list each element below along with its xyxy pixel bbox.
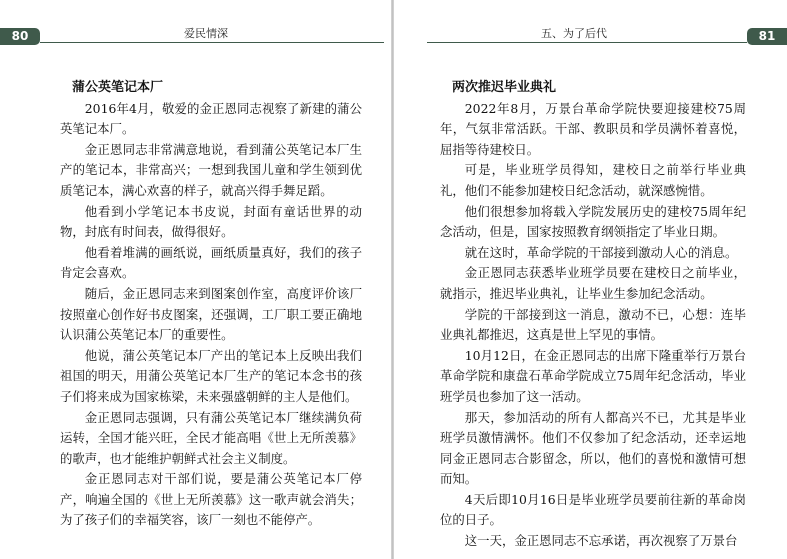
right-article-title: 两次推迟毕业典礼 [452, 80, 557, 95]
left-paragraph: 金正恩同志对干部们说，要是蒲公英笔记本厂停产，响遍全国的《世上无所羡慕》这一歌声就会消失；为了孩子们的幸福笑容，该厂一刻也不能停产。 [60, 471, 362, 528]
left-paragraph: 他说，蒲公英笔记本厂产出的笔记本上反映出我们祖国的明天，用蒲公英笔记本厂生产的笔记本念书的孩子们将来成为国家栋梁，未来强盛朝鲜的主人是他们。 [60, 347, 362, 404]
right-paragraph: 2022年8月，万景台革命学院快要迎接建校75周年，气氛非常活跃。干部、教职员和学员满怀着喜悦，屈指等待建校日。 [440, 100, 746, 157]
right-page [393, 0, 787, 559]
right-paragraph: 可是，毕业班学员得知，建校日之前举行毕业典礼，他们不能参加建校日纪念活动，就深感惋惜。 [440, 162, 746, 198]
left-header-rule [40, 28, 384, 45]
left-paragraph: 随后，金正恩同志来到图案创作室，高度评价该厂按照童心创作好书皮图案，还强调，工厂职工要正确地认识蒲公英笔记本厂的重要性。 [60, 285, 362, 343]
right-page-header [427, 28, 787, 45]
left-paragraph: 他看到小学笔记本书皮说，封面有童话世界的动物，封底有时间表，做得很好。 [60, 203, 362, 240]
left-page-number: 80 [0, 28, 40, 45]
left-paragraph: 他看着堆满的画纸说，画纸质量真好，我们的孩子肯定会喜欢。 [60, 244, 362, 281]
left-article-title: 蒲公英笔记本厂 [72, 80, 164, 95]
right-paragraph: 他们很想参加将载入学院发展历史的建校75周年纪念活动，但是，国家按照教育纲领指定了毕业日期。 [440, 203, 746, 240]
left-running-title: 爱民情深 [180, 25, 232, 41]
left-article [60, 78, 362, 531]
left-paragraph: 2016年4月，敬爱的金正恩同志视察了新建的蒲公英笔记本厂。 [60, 100, 362, 137]
right-paragraph: 学院的干部接到这一消息，激动不已，心想：连毕业典礼都推迟，这真是世上罕见的事情。 [440, 306, 746, 343]
right-header-rule [427, 28, 747, 45]
right-running-title: 五、为了后代 [537, 25, 611, 41]
right-paragraph: 10月12日，在金正恩同志的出席下隆重举行万景台革命学院和康盘石革命学院成立75周年纪念活动，毕业班学员也参加了这一活动。 [440, 347, 746, 404]
right-paragraph: 金正恩同志获悉毕业班学员要在建校日之前毕业，就指示，推迟毕业典礼，让毕业生参加纪念活动。 [440, 265, 746, 301]
right-paragraph: 那天，参加活动的所有人都高兴不已，尤其是毕业班学员激情满怀。他们不仅参加了纪念活动，还幸运地同金正恩同志合影留念，所以，他们的喜悦和激情可想而知。 [440, 409, 746, 487]
right-page-number: 81 [747, 28, 787, 45]
right-paragraph: 这一天，金正恩同志不忘承诺，再次视察了万景台 [464, 533, 738, 549]
right-paragraph: 就在这时，革命学院的干部接到激动人心的消息。 [464, 244, 738, 260]
right-article [440, 78, 746, 552]
left-page [0, 0, 393, 559]
left-paragraph: 金正恩同志非常满意地说，看到蒲公英笔记本厂生产的笔记本，非常高兴；一想到我国儿童和学生领到优质笔记本，满心欢喜的样子，就高兴得手舞足蹈。 [60, 141, 362, 198]
left-page-header [0, 28, 384, 45]
left-paragraph: 金正恩同志强调，只有蒲公英笔记本厂继续满负荷运转，全国才能兴旺，全民才能高唱《世上无所羡慕》的歌声，也才能维护朝鲜式社会主义制度。 [60, 409, 362, 466]
right-paragraph: 4天后即10月16日是毕业班学员要前往新的革命岗位的日子。 [440, 491, 746, 528]
